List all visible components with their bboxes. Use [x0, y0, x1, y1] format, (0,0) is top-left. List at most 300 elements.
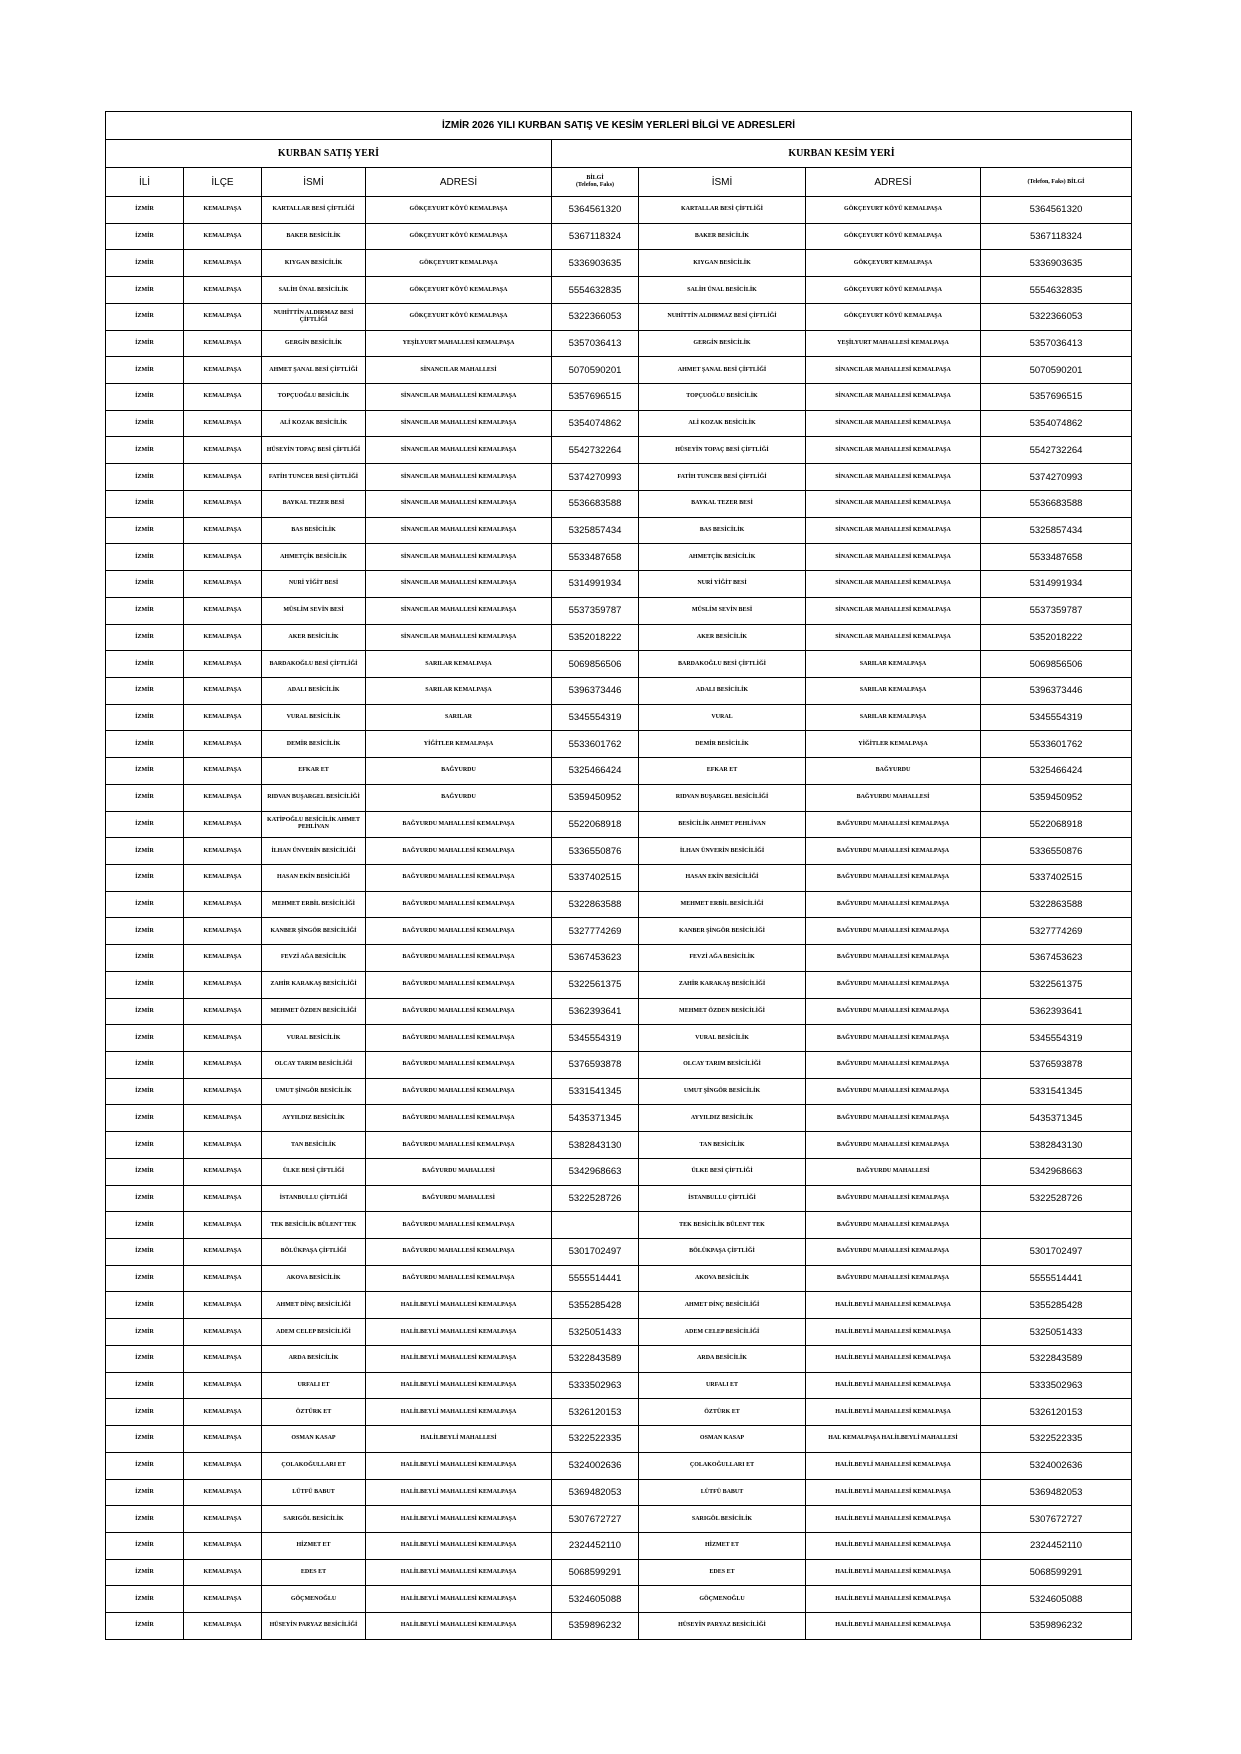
cell-sale-address: BAĞYURDU MAHALLESİ KEMALPAŞA	[366, 1239, 552, 1266]
table-row	[106, 437, 1132, 464]
cell-sale-name: BAS BESİCİLİK	[262, 517, 366, 544]
cell-il: İZMİR	[106, 1185, 184, 1212]
cell-il: İZMİR	[106, 1452, 184, 1479]
cell-slaughter-name: KANBER ŞİNGÖR BESİCİLİĞİ	[639, 918, 806, 945]
cell-il: İZMİR	[106, 464, 184, 491]
cell-slaughter-phone: 5322561375	[981, 971, 1132, 998]
cell-slaughter-name: AHMET ŞANAL BESİ ÇİFTLİĞİ	[639, 357, 806, 384]
table-row	[106, 1319, 1132, 1346]
cell-ilce: KEMALPAŞA	[184, 784, 262, 811]
cell-sale-address: HALİLBEYLİ MAHALLESİ KEMALPAŞA	[366, 1532, 552, 1559]
cell-sale-address: SİNANCILAR MAHALLESİ KEMALPAŞA	[366, 571, 552, 598]
table-row	[106, 758, 1132, 785]
cell-sale-phone: 5325051433	[552, 1319, 639, 1346]
table-row	[106, 1532, 1132, 1559]
cell-slaughter-address: SİNANCILAR MAHALLESİ KEMALPAŞA	[806, 357, 981, 384]
table-row	[106, 918, 1132, 945]
column-header-ilce: İLÇE	[184, 168, 262, 197]
cell-slaughter-address: BAĞYURDU	[806, 758, 981, 785]
cell-ilce: KEMALPAŞA	[184, 490, 262, 517]
cell-sale-name: MÜSLİM SEVİN BESİ	[262, 597, 366, 624]
cell-sale-address: BAĞYURDU MAHALLESİ KEMALPAŞA	[366, 1212, 552, 1239]
table-row	[106, 1452, 1132, 1479]
cell-sale-phone: 5367118324	[552, 223, 639, 250]
cell-sale-phone: 5337402515	[552, 864, 639, 891]
cell-ilce: KEMALPAŞA	[184, 1292, 262, 1319]
cell-slaughter-phone: 5345554319	[981, 704, 1132, 731]
cell-sale-address: BAĞYURDU MAHALLESİ KEMALPAŞA	[366, 891, 552, 918]
table-row	[106, 651, 1132, 678]
cell-ilce: KEMALPAŞA	[184, 1532, 262, 1559]
cell-slaughter-phone: 5325857434	[981, 517, 1132, 544]
cell-slaughter-phone: 5333502963	[981, 1372, 1132, 1399]
cell-slaughter-address: BAĞYURDU MAHALLESİ KEMALPAŞA	[806, 998, 981, 1025]
table-row	[106, 838, 1132, 865]
cell-il: İZMİR	[106, 838, 184, 865]
column-header-slaughter-info: (Telefon, Faks) BİLGİ	[981, 168, 1132, 197]
cell-sale-phone: 5533487658	[552, 544, 639, 571]
cell-ilce: KEMALPAŞA	[184, 571, 262, 598]
cell-slaughter-name: HASAN EKİN BESİCİLİĞİ	[639, 864, 806, 891]
cell-ilce: KEMALPAŞA	[184, 1586, 262, 1613]
cell-ilce: KEMALPAŞA	[184, 704, 262, 731]
cell-il: İZMİR	[106, 1292, 184, 1319]
table-row	[106, 1212, 1132, 1239]
cell-sale-name: GÖÇMENOĞLU	[262, 1586, 366, 1613]
cell-slaughter-name: TOPÇUOĞLU BESİCİLİK	[639, 384, 806, 411]
cell-sale-phone: 5554632835	[552, 277, 639, 304]
cell-ilce: KEMALPAŞA	[184, 1559, 262, 1586]
cell-slaughter-name: NUHİTTİN ALDIRMAZ BESİ ÇİFTLİĞİ	[639, 303, 806, 330]
cell-slaughter-address: HALİLBEYLİ MAHALLESİ KEMALPAŞA	[806, 1292, 981, 1319]
cell-sale-name: ÇOLAKOĞULLARI ET	[262, 1452, 366, 1479]
locations-table	[105, 111, 1132, 1640]
cell-il: İZMİR	[106, 1479, 184, 1506]
cell-il: İZMİR	[106, 1025, 184, 1052]
cell-ilce: KEMALPAŞA	[184, 731, 262, 758]
cell-sale-name: HÜSEYİN PARYAZ BESİCİLİĞİ	[262, 1613, 366, 1640]
cell-il: İZMİR	[106, 517, 184, 544]
cell-sale-name: AKER BESİCİLİK	[262, 624, 366, 651]
table-row	[106, 357, 1132, 384]
cell-slaughter-phone: 5322863588	[981, 891, 1132, 918]
cell-il: İZMİR	[106, 677, 184, 704]
cell-sale-address: SİNANCILAR MAHALLESİ KEMALPAŞA	[366, 517, 552, 544]
cell-il: İZMİR	[106, 1212, 184, 1239]
cell-ilce: KEMALPAŞA	[184, 971, 262, 998]
cell-slaughter-address: BAĞYURDU MAHALLESİ KEMALPAŞA	[806, 1052, 981, 1079]
cell-slaughter-name: TEK BESİCİLİK BÜLENT TEK	[639, 1212, 806, 1239]
cell-slaughter-name: AHMETÇİK BESİCİLİK	[639, 544, 806, 571]
cell-il: İZMİR	[106, 597, 184, 624]
cell-slaughter-address: BAĞYURDU MAHALLESİ KEMALPAŞA	[806, 891, 981, 918]
cell-sale-name: NUHİTTİN ALDIRMAZ BESİ ÇİFTLİĞİ	[262, 303, 366, 330]
cell-il: İZMİR	[106, 490, 184, 517]
cell-slaughter-phone: 5327774269	[981, 918, 1132, 945]
cell-ilce: KEMALPAŞA	[184, 838, 262, 865]
cell-ilce: KEMALPAŞA	[184, 277, 262, 304]
table-row	[106, 1239, 1132, 1266]
table-row	[106, 490, 1132, 517]
table-row	[106, 971, 1132, 998]
cell-slaughter-phone: 5555514441	[981, 1265, 1132, 1292]
cell-sale-phone	[552, 1212, 639, 1239]
cell-ilce: KEMALPAŞA	[184, 945, 262, 972]
document-title: İZMİR 2026 YILI KURBAN SATIŞ VE KESİM YERLERİ BİLGİ VE ADRESLERİ	[106, 112, 1132, 140]
cell-slaughter-address: SİNANCILAR MAHALLESİ KEMALPAŞA	[806, 490, 981, 517]
cell-sale-phone: 5314991934	[552, 571, 639, 598]
cell-sale-name: URFALI ET	[262, 1372, 366, 1399]
cell-slaughter-name: BAKER BESİCİLİK	[639, 223, 806, 250]
cell-sale-address: BAĞYURDU MAHALLESİ KEMALPAŞA	[366, 811, 552, 838]
cell-slaughter-address: SİNANCILAR MAHALLESİ KEMALPAŞA	[806, 517, 981, 544]
cell-slaughter-phone: 5322366053	[981, 303, 1132, 330]
cell-slaughter-name: AYYILDIZ BESİCİLİK	[639, 1105, 806, 1132]
cell-sale-name: ÜLKE BESİ ÇİFTLİĞİ	[262, 1158, 366, 1185]
cell-sale-name: ADEM CELEP BESİCİLİĞİ	[262, 1319, 366, 1346]
table-row	[106, 1158, 1132, 1185]
cell-slaughter-name: İSTANBULLU ÇİFTLİĞİ	[639, 1185, 806, 1212]
cell-sale-address: HALİLBEYLİ MAHALLESİ KEMALPAŞA	[366, 1506, 552, 1533]
cell-il: İZMİR	[106, 384, 184, 411]
cell-ilce: KEMALPAŞA	[184, 1399, 262, 1426]
cell-slaughter-address: SARILAR KEMALPAŞA	[806, 651, 981, 678]
cell-il: İZMİR	[106, 945, 184, 972]
cell-il: İZMİR	[106, 223, 184, 250]
cell-slaughter-address: BAĞYURDU MAHALLESİ KEMALPAŞA	[806, 1132, 981, 1159]
cell-sale-name: AHMET DİNÇ BESİCİLİĞİ	[262, 1292, 366, 1319]
cell-sale-address: HALİLBEYLİ MAHALLESİ KEMALPAŞA	[366, 1559, 552, 1586]
cell-slaughter-name: MÜSLİM SEVİN BESİ	[639, 597, 806, 624]
table-row	[106, 945, 1132, 972]
cell-slaughter-phone: 5324002636	[981, 1452, 1132, 1479]
cell-slaughter-name: ÜLKE BESİ ÇİFTLİĞİ	[639, 1158, 806, 1185]
cell-ilce: KEMALPAŞA	[184, 1078, 262, 1105]
cell-sale-phone: 5533601762	[552, 731, 639, 758]
cell-slaughter-name: BESİCİLİK AHMET PEHLİVAN	[639, 811, 806, 838]
cell-slaughter-name: URFALI ET	[639, 1372, 806, 1399]
cell-slaughter-name: KIYGAN BESİCİLİK	[639, 250, 806, 277]
cell-sale-name: TAN BESİCİLİK	[262, 1132, 366, 1159]
cell-sale-phone: 5536683588	[552, 490, 639, 517]
table-row	[106, 277, 1132, 304]
cell-slaughter-phone: 5314991934	[981, 571, 1132, 598]
cell-ilce: KEMALPAŞA	[184, 223, 262, 250]
cell-slaughter-name: ADALI BESİCİLİK	[639, 677, 806, 704]
column-header-il: İLİ	[106, 168, 184, 197]
cell-il: İZMİR	[106, 197, 184, 224]
cell-sale-name: BÖLÜKPAŞA ÇİFTLİĞİ	[262, 1239, 366, 1266]
cell-slaughter-phone: 5345554319	[981, 1025, 1132, 1052]
cell-slaughter-phone: 5324605088	[981, 1586, 1132, 1613]
table-row	[106, 891, 1132, 918]
cell-slaughter-phone: 5326120153	[981, 1399, 1132, 1426]
cell-ilce: KEMALPAŞA	[184, 1158, 262, 1185]
cell-slaughter-address: HALİLBEYLİ MAHALLESİ KEMALPAŞA	[806, 1319, 981, 1346]
cell-slaughter-phone: 5533601762	[981, 731, 1132, 758]
cell-sale-phone: 5326120153	[552, 1399, 639, 1426]
cell-il: İZMİR	[106, 277, 184, 304]
cell-il: İZMİR	[106, 544, 184, 571]
cell-sale-name: KANBER ŞİNGÖR BESİCİLİĞİ	[262, 918, 366, 945]
cell-slaughter-address: HALİLBEYLİ MAHALLESİ KEMALPAŞA	[806, 1613, 981, 1640]
column-header-sale-name: İSMİ	[262, 168, 366, 197]
cell-slaughter-address: SİNANCILAR MAHALLESİ KEMALPAŞA	[806, 597, 981, 624]
table-row	[106, 330, 1132, 357]
cell-ilce: KEMALPAŞA	[184, 891, 262, 918]
cell-il: İZMİR	[106, 651, 184, 678]
cell-sale-name: ZAHİR KARAKAŞ BESİCİLİĞİ	[262, 971, 366, 998]
cell-sale-phone: 5369482053	[552, 1479, 639, 1506]
cell-slaughter-name: VURAL	[639, 704, 806, 731]
cell-slaughter-name: ADEM CELEP BESİCİLİĞİ	[639, 1319, 806, 1346]
cell-slaughter-address: BAĞYURDU MAHALLESİ KEMALPAŞA	[806, 918, 981, 945]
cell-sale-address: BAĞYURDU MAHALLESİ KEMALPAŞA	[366, 1132, 552, 1159]
cell-sale-address: HALİLBEYLİ MAHALLESİ KEMALPAŞA	[366, 1399, 552, 1426]
cell-il: İZMİR	[106, 1613, 184, 1640]
cell-slaughter-name: TAN BESİCİLİK	[639, 1132, 806, 1159]
cell-slaughter-name: MEHMET ÖZDEN BESİCİLİĞİ	[639, 998, 806, 1025]
cell-ilce: KEMALPAŞA	[184, 250, 262, 277]
cell-sale-phone: 5367453623	[552, 945, 639, 972]
cell-slaughter-phone: 5357696515	[981, 384, 1132, 411]
cell-sale-address: HALİLBEYLİ MAHALLESİ KEMALPAŞA	[366, 1372, 552, 1399]
cell-ilce: KEMALPAŞA	[184, 330, 262, 357]
cell-sale-address: SİNANCILAR MAHALLESİ KEMALPAŞA	[366, 410, 552, 437]
table-row	[106, 1399, 1132, 1426]
cell-sale-address: GÖKÇEYURT KÖYÜ KEMALPAŞA	[366, 223, 552, 250]
cell-slaughter-name: BARDAKOĞLU BESİ ÇİFTLİĞİ	[639, 651, 806, 678]
cell-sale-name: ARDA BESİCİLİK	[262, 1345, 366, 1372]
cell-il: İZMİR	[106, 1239, 184, 1266]
cell-slaughter-phone: 5352018222	[981, 624, 1132, 651]
table-row	[106, 464, 1132, 491]
cell-slaughter-address: SİNANCILAR MAHALLESİ KEMALPAŞA	[806, 410, 981, 437]
cell-slaughter-phone: 5322843589	[981, 1345, 1132, 1372]
table-row	[106, 998, 1132, 1025]
cell-sale-address: SARILAR	[366, 704, 552, 731]
cell-sale-name: KATİPOĞLU BESİCİLİK AHMET PEHLİVAN	[262, 811, 366, 838]
cell-sale-address: YİĞİTLER KEMALPAŞA	[366, 731, 552, 758]
cell-sale-phone: 5555514441	[552, 1265, 639, 1292]
cell-ilce: KEMALPAŞA	[184, 651, 262, 678]
cell-ilce: KEMALPAŞA	[184, 197, 262, 224]
cell-ilce: KEMALPAŞA	[184, 1052, 262, 1079]
cell-sale-name: AHMET ŞANAL BESİ ÇİFTLİĞİ	[262, 357, 366, 384]
cell-sale-phone: 5522068918	[552, 811, 639, 838]
column-header-sale-info-line1: BİLGİ	[586, 175, 604, 181]
table-row	[106, 1292, 1132, 1319]
cell-slaughter-phone: 5369482053	[981, 1479, 1132, 1506]
cell-ilce: KEMALPAŞA	[184, 811, 262, 838]
cell-il: İZMİR	[106, 330, 184, 357]
cell-sale-address: GÖKÇEYURT KÖYÜ KEMALPAŞA	[366, 303, 552, 330]
cell-ilce: KEMALPAŞA	[184, 677, 262, 704]
cell-slaughter-name: ARDA BESİCİLİK	[639, 1345, 806, 1372]
cell-slaughter-address: SİNANCILAR MAHALLESİ KEMALPAŞA	[806, 464, 981, 491]
cell-sale-phone: 5322522335	[552, 1426, 639, 1453]
cell-sale-phone: 5336903635	[552, 250, 639, 277]
cell-slaughter-name: AKER BESİCİLİK	[639, 624, 806, 651]
cell-slaughter-phone: 5522068918	[981, 811, 1132, 838]
column-header-sale-info-line2: (Telefon, Faks)	[575, 182, 615, 188]
cell-ilce: KEMALPAŞA	[184, 918, 262, 945]
cell-sale-name: TEK BESİCİLİK BÜLENT TEK	[262, 1212, 366, 1239]
cell-sale-name: HİZMET ET	[262, 1532, 366, 1559]
cell-slaughter-address: HALİLBEYLİ MAHALLESİ KEMALPAŞA	[806, 1345, 981, 1372]
cell-sale-phone: 5324002636	[552, 1452, 639, 1479]
cell-sale-phone: 5359896232	[552, 1613, 639, 1640]
cell-sale-phone: 5396373446	[552, 677, 639, 704]
cell-sale-phone: 5322366053	[552, 303, 639, 330]
cell-sale-name: DEMİR BESİCİLİK	[262, 731, 366, 758]
table-row	[106, 624, 1132, 651]
cell-il: İZMİR	[106, 1559, 184, 1586]
cell-sale-address: SİNANCILAR MAHALLESİ KEMALPAŞA	[366, 437, 552, 464]
cell-sale-address: GÖKÇEYURT KÖYÜ KEMALPAŞA	[366, 277, 552, 304]
cell-sale-phone: 5331541345	[552, 1078, 639, 1105]
cell-slaughter-phone: 5362393641	[981, 998, 1132, 1025]
cell-slaughter-phone: 5322522335	[981, 1426, 1132, 1453]
cell-il: İZMİR	[106, 571, 184, 598]
section-sale-header: KURBAN SATIŞ YERİ	[106, 140, 552, 168]
cell-slaughter-address: SARILAR KEMALPAŞA	[806, 677, 981, 704]
cell-slaughter-phone: 5355285428	[981, 1292, 1132, 1319]
cell-slaughter-address: HALİLBEYLİ MAHALLESİ KEMALPAŞA	[806, 1506, 981, 1533]
cell-il: İZMİR	[106, 1399, 184, 1426]
cell-slaughter-address: SİNANCILAR MAHALLESİ KEMALPAŞA	[806, 544, 981, 571]
cell-sale-address: HALİLBEYLİ MAHALLESİ KEMALPAŞA	[366, 1586, 552, 1613]
cell-sale-name: VURAL BESİCİLİK	[262, 704, 366, 731]
cell-slaughter-address: BAĞYURDU MAHALLESİ	[806, 784, 981, 811]
cell-il: İZMİR	[106, 704, 184, 731]
cell-slaughter-address: BAĞYURDU MAHALLESİ	[806, 1158, 981, 1185]
cell-ilce: KEMALPAŞA	[184, 1239, 262, 1266]
table-row	[106, 1559, 1132, 1586]
cell-sale-address: BAĞYURDU MAHALLESİ KEMALPAŞA	[366, 1265, 552, 1292]
cell-sale-phone: 5301702497	[552, 1239, 639, 1266]
cell-slaughter-address: HALİLBEYLİ MAHALLESİ KEMALPAŞA	[806, 1559, 981, 1586]
table-row	[106, 1105, 1132, 1132]
cell-ilce: KEMALPAŞA	[184, 1132, 262, 1159]
cell-slaughter-phone: 5396373446	[981, 677, 1132, 704]
table-row	[106, 410, 1132, 437]
cell-sale-address: BAĞYURDU MAHALLESİ KEMALPAŞA	[366, 971, 552, 998]
cell-sale-phone: 5322528726	[552, 1185, 639, 1212]
cell-il: İZMİR	[106, 624, 184, 651]
cell-sale-phone: 5342968663	[552, 1158, 639, 1185]
cell-sale-phone: 5068599291	[552, 1559, 639, 1586]
cell-ilce: KEMALPAŞA	[184, 1319, 262, 1346]
cell-sale-phone: 5537359787	[552, 597, 639, 624]
cell-sale-phone: 5359450952	[552, 784, 639, 811]
cell-sale-name: OSMAN KASAP	[262, 1426, 366, 1453]
cell-slaughter-name: GÖÇMENOĞLU	[639, 1586, 806, 1613]
cell-sale-address: HALİLBEYLİ MAHALLESİ KEMALPAŞA	[366, 1319, 552, 1346]
cell-slaughter-phone: 5325466424	[981, 758, 1132, 785]
cell-slaughter-address: HALİLBEYLİ MAHALLESİ KEMALPAŞA	[806, 1586, 981, 1613]
cell-sale-name: ALİ KOZAK BESİCİLİK	[262, 410, 366, 437]
cell-slaughter-address: HALİLBEYLİ MAHALLESİ KEMALPAŞA	[806, 1372, 981, 1399]
cell-sale-name: EFKAR ET	[262, 758, 366, 785]
cell-sale-name: FATİH TUNCER BESİ ÇİFTLİĞİ	[262, 464, 366, 491]
cell-sale-address: SİNANCILAR MAHALLESİ KEMALPAŞA	[366, 624, 552, 651]
cell-slaughter-address: HALİLBEYLİ MAHALLESİ KEMALPAŞA	[806, 1479, 981, 1506]
table-row	[106, 250, 1132, 277]
table-row	[106, 864, 1132, 891]
cell-sale-phone: 5435371345	[552, 1105, 639, 1132]
cell-il: İZMİR	[106, 1426, 184, 1453]
cell-slaughter-address: GÖKÇEYURT KÖYÜ KEMALPAŞA	[806, 303, 981, 330]
cell-slaughter-name: VURAL BESİCİLİK	[639, 1025, 806, 1052]
cell-slaughter-address: SARILAR KEMALPAŞA	[806, 704, 981, 731]
cell-slaughter-address: BAĞYURDU MAHALLESİ KEMALPAŞA	[806, 1212, 981, 1239]
cell-slaughter-phone: 5537359787	[981, 597, 1132, 624]
cell-sale-address: BAĞYURDU MAHALLESİ KEMALPAŞA	[366, 945, 552, 972]
cell-slaughter-name: LÜTFÜ BABUT	[639, 1479, 806, 1506]
cell-sale-name: İLHAN ÜNVERİN BESİCİLİĞİ	[262, 838, 366, 865]
cell-slaughter-name: BAS BESİCİLİK	[639, 517, 806, 544]
cell-slaughter-phone: 5357036413	[981, 330, 1132, 357]
cell-il: İZMİR	[106, 303, 184, 330]
cell-ilce: KEMALPAŞA	[184, 1613, 262, 1640]
cell-sale-address: BAĞYURDU MAHALLESİ KEMALPAŞA	[366, 1025, 552, 1052]
cell-sale-name: GERGİN BESİCİLİK	[262, 330, 366, 357]
cell-sale-address: HALİLBEYLİ MAHALLESİ KEMALPAŞA	[366, 1452, 552, 1479]
cell-sale-name: BAYKAL TEZER BESİ	[262, 490, 366, 517]
cell-il: İZMİR	[106, 1586, 184, 1613]
cell-slaughter-name: BÖLÜKPAŞA ÇİFTLİĞİ	[639, 1239, 806, 1266]
cell-sale-address: HALİLBEYLİ MAHALLESİ KEMALPAŞA	[366, 1479, 552, 1506]
cell-slaughter-name: AKOVA BESİCİLİK	[639, 1265, 806, 1292]
cell-slaughter-phone: 5068599291	[981, 1559, 1132, 1586]
cell-ilce: KEMALPAŞA	[184, 410, 262, 437]
cell-il: İZMİR	[106, 1265, 184, 1292]
column-header-slaughter-name: İSMİ	[639, 168, 806, 197]
cell-ilce: KEMALPAŞA	[184, 517, 262, 544]
cell-sale-name: HÜSEYİN TOPAÇ BESİ ÇİFTLİĞİ	[262, 437, 366, 464]
cell-slaughter-address: GÖKÇEYURT KÖYÜ KEMALPAŞA	[806, 223, 981, 250]
cell-sale-address: SİNANCILAR MAHALLESİ KEMALPAŞA	[366, 544, 552, 571]
cell-slaughter-phone: 5342968663	[981, 1158, 1132, 1185]
cell-slaughter-phone: 5367453623	[981, 945, 1132, 972]
cell-slaughter-address: GÖKÇEYURT KEMALPAŞA	[806, 250, 981, 277]
cell-ilce: KEMALPAŞA	[184, 1372, 262, 1399]
cell-slaughter-address: BAĞYURDU MAHALLESİ KEMALPAŞA	[806, 1025, 981, 1052]
cell-sale-phone: 5069856506	[552, 651, 639, 678]
cell-sale-phone: 5374270993	[552, 464, 639, 491]
cell-slaughter-address: GÖKÇEYURT KÖYÜ KEMALPAŞA	[806, 277, 981, 304]
cell-sale-address: SİNANCILAR MAHALLESİ KEMALPAŞA	[366, 464, 552, 491]
cell-slaughter-name: ZAHİR KARAKAŞ BESİCİLİĞİ	[639, 971, 806, 998]
cell-il: İZMİR	[106, 1506, 184, 1533]
cell-slaughter-phone	[981, 1212, 1132, 1239]
cell-slaughter-name: EDES ET	[639, 1559, 806, 1586]
cell-sale-phone: 5357696515	[552, 384, 639, 411]
cell-sale-address: HALİLBEYLİ MAHALLESİ KEMALPAŞA	[366, 1292, 552, 1319]
cell-slaughter-name: AHMET DİNÇ BESİCİLİĞİ	[639, 1292, 806, 1319]
cell-slaughter-name: GERGİN BESİCİLİK	[639, 330, 806, 357]
cell-slaughter-address: HALİLBEYLİ MAHALLESİ KEMALPAŞA	[806, 1532, 981, 1559]
cell-slaughter-address: HAL KEMALPAŞA HALİLBEYLİ MAHALLESİ	[806, 1426, 981, 1453]
table-row	[106, 1345, 1132, 1372]
cell-sale-phone: 5322863588	[552, 891, 639, 918]
cell-slaughter-address: HALİLBEYLİ MAHALLESİ KEMALPAŞA	[806, 1399, 981, 1426]
cell-sale-phone: 5324605088	[552, 1586, 639, 1613]
cell-il: İZMİR	[106, 971, 184, 998]
cell-slaughter-address: BAĞYURDU MAHALLESİ KEMALPAŞA	[806, 1239, 981, 1266]
column-header-sale-info	[552, 168, 639, 197]
